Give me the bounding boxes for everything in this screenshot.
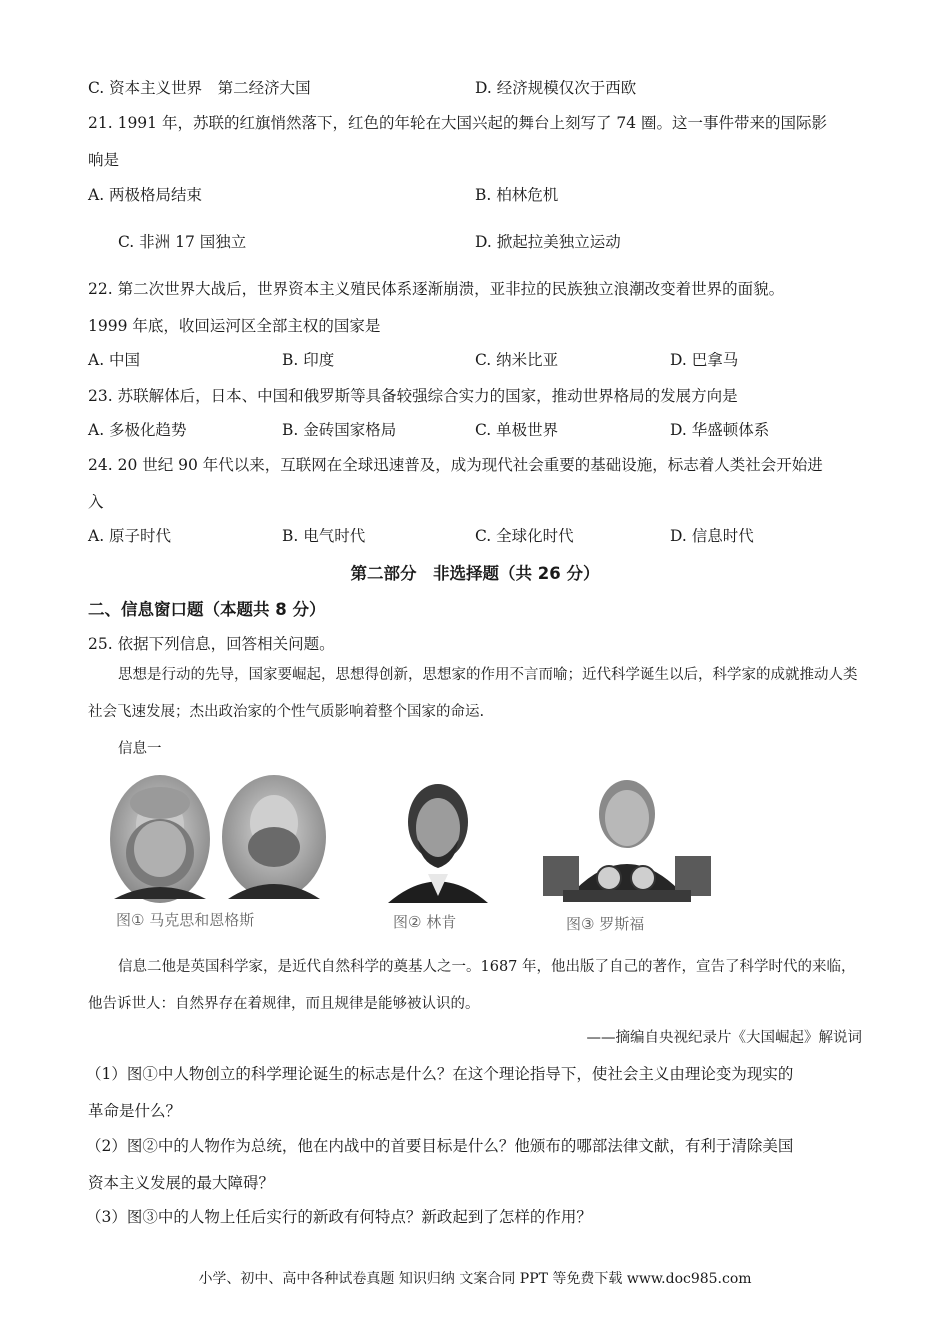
q22-option-d: D. 巴拿马 xyxy=(670,351,739,369)
q21-option-a: A. 两极格局结束 xyxy=(88,186,203,204)
q24-option-b: B. 电气时代 xyxy=(282,527,366,545)
caption-fig2: 图② 林肯 xyxy=(393,913,457,931)
info2-text: 信息二他是英国科学家，是近代自然科学的奠基人之一。1687 年，他出版了自己的著作，宣告了科学时代的来临，他告诉世人：自然界存在着规律，而且规律是能够被认识的。 xyxy=(88,959,856,1012)
q20-option-c: C. 资本主义世界 第二经济大国 xyxy=(88,79,311,97)
q23-option-d: D. 华盛顿体系 xyxy=(670,421,770,439)
q25-stem: 25. 依据下列信息，回答相关问题。 xyxy=(88,635,335,653)
q25-sub1-line1: （1）图①中人物创立的科学理论诞生的标志是什么？在这个理论指导下，使社会主义由理论变为现实的 xyxy=(86,1065,794,1083)
section2-title: 二、信息窗口题（本题共 8 分） xyxy=(88,600,326,619)
q22-option-c: C. 纳米比亚 xyxy=(475,351,559,369)
q23-option-c: C. 单极世界 xyxy=(475,421,559,439)
q21-option-d: D. 掀起拉美独立运动 xyxy=(475,233,621,251)
q21-option-b: B. 柏林危机 xyxy=(475,186,559,204)
q24-stem-line2: 入 xyxy=(88,493,104,511)
q25-sub2-line2: 资本主义发展的最大障碍？ xyxy=(88,1174,275,1192)
q22-option-a: A. 中国 xyxy=(88,351,141,369)
caption-fig1: 图① 马克思和恩格斯 xyxy=(116,911,255,929)
q25-sub2-line1: （2）图②中的人物作为总统，他在内战中的首要目标是什么？他颁布的哪部法律文献，有利于清除美国 xyxy=(86,1137,794,1155)
q23-option-b: B. 金砖国家格局 xyxy=(282,421,397,439)
q24-stem-line1: 24. 20 世纪 90 年代以来，互联网在全球迅速普及，成为现代社会重要的基础设施，标志着人类社会开始进 xyxy=(88,456,823,474)
q25-sub1-line2: 革命是什么？ xyxy=(88,1102,182,1120)
q22-stem-line2: 1999 年底，收回运河区全部主权的国家是 xyxy=(88,317,381,335)
part2-title: 第二部分 非选择题（共 26 分） xyxy=(350,564,600,583)
q24-option-a: A. 原子时代 xyxy=(88,527,172,545)
caption-fig3: 图③ 罗斯福 xyxy=(566,915,645,933)
q21-stem-line2: 响是 xyxy=(88,151,120,169)
q23-option-a: A. 多极化趋势 xyxy=(88,421,187,439)
q24-option-c: C. 全球化时代 xyxy=(475,527,574,545)
figure-roosevelt xyxy=(543,772,711,904)
q20-option-d: D. 经济规模仅次于西欧 xyxy=(475,79,637,97)
figure-lincoln xyxy=(378,778,498,903)
page-footer: 小学、初中、高中各种试卷真题 知识归纳 文案合同 PPT 等免费下载 www.doc985.com xyxy=(198,1271,752,1287)
q22-option-b: B. 印度 xyxy=(282,351,335,369)
source-citation: ——摘编自央视纪录片《大国崛起》解说词 xyxy=(586,1030,862,1046)
q25-intro: 思想是行动的先导，国家要崛起，思想得创新，思想家的作用不言而喻；近代科学诞生以后，科学家的成就推动人类社会飞速发展；杰出政治家的个性气质影响着整个国家的命运. xyxy=(88,667,858,720)
q25-sub3: （3）图③中的人物上任后实行的新政有何特点？新政起到了怎样的作用？ xyxy=(86,1208,592,1226)
q21-stem-line1: 21. 1991 年，苏联的红旗悄然落下，红色的年轮在大国兴起的舞台上刻写了 74 圈。这一事件带来的国际影 xyxy=(88,114,828,132)
q24-option-d: D. 信息时代 xyxy=(670,527,754,545)
q23-stem: 23. 苏联解体后，日本、中国和俄罗斯等具备较强综合实力的国家，推动世界格局的发展方向是 xyxy=(88,387,738,405)
figure-marx-engels xyxy=(108,773,328,908)
q21-option-c: C. 非洲 17 国独立 xyxy=(118,233,247,251)
q22-stem-line1: 22. 第二次世界大战后，世界资本主义殖民体系逐渐崩溃，亚非拉的民族独立浪潮改变着世界的面貌。 xyxy=(88,280,785,298)
info1-label: 信息一 xyxy=(118,741,162,757)
